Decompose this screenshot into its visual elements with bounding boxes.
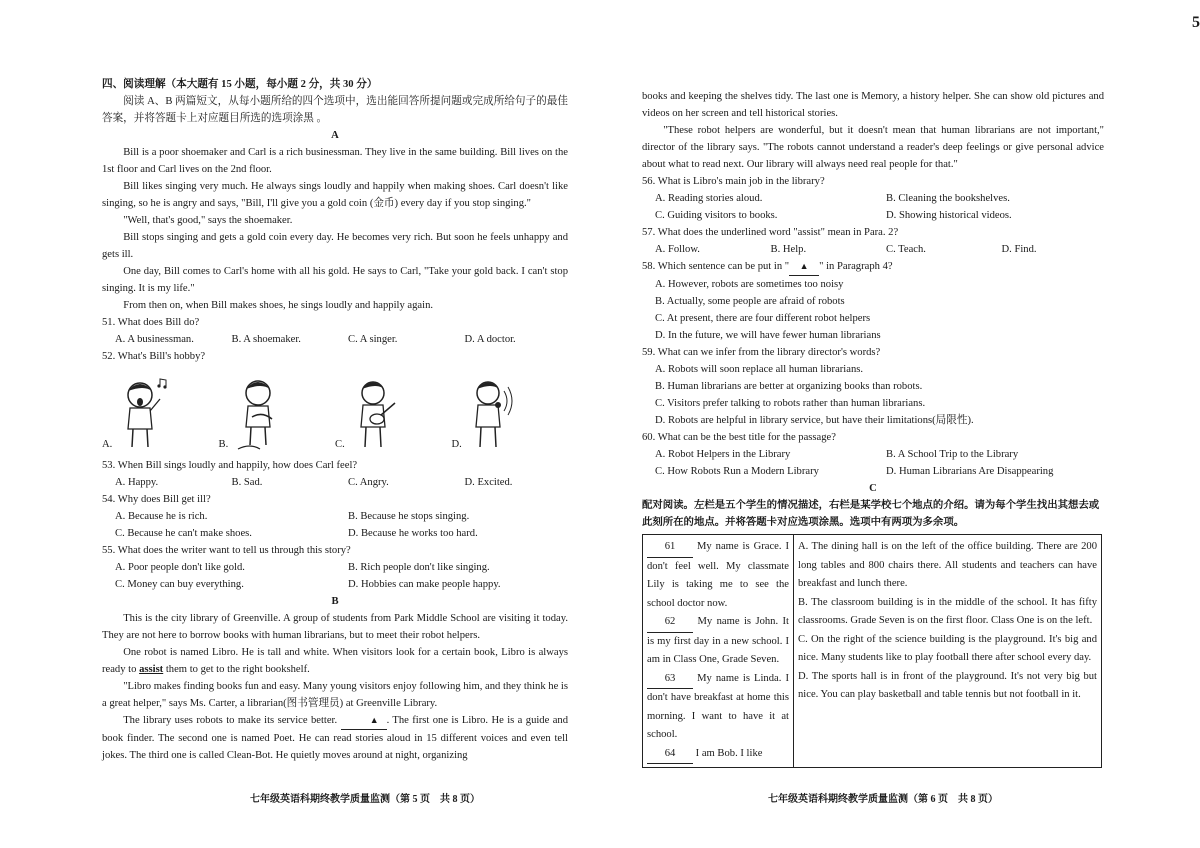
q53-option: D. Excited. [464, 477, 513, 488]
matching-table [642, 534, 1102, 768]
q51-option: D. A doctor. [464, 334, 516, 345]
student-item [647, 538, 789, 613]
blank-marker: ▲ [789, 258, 819, 276]
option-label: D. [451, 439, 462, 450]
corner-mark: 5 [1192, 14, 1200, 31]
q60-option: A. Robot Helpers in the Library [655, 449, 791, 460]
underlined-word: assist [139, 664, 164, 675]
q53-option: B. Sad. [231, 477, 263, 488]
q56-option: B. Cleaning the bookshelves. [886, 193, 1010, 204]
q55-option: A. Poor people don't like gold. [115, 562, 245, 573]
boy-with-microphone-icon [464, 377, 520, 453]
q57-option: B. Help. [770, 244, 807, 255]
q57-option: D. Find. [1001, 244, 1037, 255]
instructions: 阅读 A、B 两篇短文，从每小题所给的四个选项中，选出能回答所提问题或完成所给句子的最佳答案，并将答题卡上对应题目所选的选项涂黑 。 [102, 96, 568, 124]
q51-option: A. A businessman. [115, 334, 194, 345]
text-run: them to get to the right bookshelf. [163, 664, 310, 675]
passage-b-paragraph-2 [102, 644, 568, 678]
q54-option: A. Because he is rich. [115, 511, 208, 522]
q57-option: C. Teach. [886, 244, 926, 255]
q52-pictures [102, 367, 568, 453]
q51-option: B. A shoemaker. [231, 334, 301, 345]
places-column [794, 535, 1102, 768]
q54-option: D. Because he works too hard. [348, 528, 478, 539]
q55-options-row2 [102, 576, 568, 593]
place-item: C. On the right of the science building is the playground. It's big and nice. Many students like to play football there after school every day. [798, 633, 1097, 663]
passage-a-paragraph: Bill likes singing very much. He always sings loudly and happily when making shoes. Carl doesn't like singing, so he is angry and says, "Bill, I'll give you a gold coin (金币) every day if you stop singing." [102, 181, 568, 209]
q52-stem: 52. What's Bill's hobby? [102, 351, 206, 362]
q58-option: B. Actually, some people are afraid of robots [655, 296, 845, 307]
q58-option: D. In the future, we will have fewer human librarians [655, 330, 881, 341]
passage-b-paragraph-3: "Libro makes finding books fun and easy. Many young visitors enjoy following him, and they think he is a great helper," says Ms. Carter, a librarian(图书管理员) at Greenville Library. [102, 681, 568, 709]
answer-blank: 63 [647, 670, 693, 690]
q56-options-row1 [642, 190, 1104, 207]
q55-stem: 55. What does the writer want to tell us through this story? [102, 545, 351, 556]
text-run: " in Paragraph 4? [819, 261, 893, 272]
option-label: A. [102, 439, 113, 450]
student-text: My name is Grace. I don't feel well. My classmate Lily is taking me to see the school doctor now. [647, 541, 789, 609]
boy-playing-guitar-icon [347, 377, 403, 453]
table-row [643, 535, 1102, 768]
q60-stem: 60. What can be the best title for the passage? [642, 432, 836, 443]
q59-option: C. Visitors prefer talking to robots rather than human librarians. [655, 398, 926, 409]
left-page [102, 76, 568, 764]
q53-stem: 53. When Bill sings loudly and happily, how does Carl feel? [102, 460, 358, 471]
q53-options [102, 474, 568, 491]
passage-b-paragraph-4 [102, 712, 568, 764]
blank-marker: ▲ [341, 712, 387, 730]
passage-a-paragraph: Bill stops singing and gets a gold coin every day. He becomes very rich. But soon he feels unhappy and gets ill. [102, 232, 568, 260]
students-column [643, 535, 794, 768]
place-item: B. The classroom building is in the middle of the school. It has fifty classrooms. Grade Seven is on the first floor. Class One is on the left. [798, 596, 1097, 626]
q53-option: A. Happy. [115, 477, 159, 488]
q58-option: C. At present, there are four different robot helpers [655, 313, 871, 324]
heading-b: B [331, 596, 339, 607]
q56-option: D. Showing historical videos. [886, 210, 1012, 221]
student-text: My name is John. It is my first day in a new school. I am in Class One, Grade Seven. [647, 616, 789, 665]
student-item [647, 670, 789, 745]
q57-stem: 57. What does the underlined word "assist" mean in Para. 2? [642, 227, 899, 238]
option-label: B. [218, 439, 229, 450]
section-title: 四、阅读理解（本大题有 15 小题，每小题 2 分，共 30 分） [102, 79, 378, 90]
q55-option: C. Money can buy everything. [115, 579, 244, 590]
q60-options-row1 [642, 446, 1104, 463]
place-item: A. The dining hall is on the left of the office building. There are 200 long tables and 800 chairs there. All students and teachers can have breakfast and lunch there. [798, 541, 1097, 589]
q52-option-a [102, 377, 219, 453]
q56-stem: 56. What is Libro's main job in the library? [642, 176, 825, 187]
q54-options-row2 [102, 525, 568, 542]
q59-option: B. Human librarians are better at organizing books than robots. [655, 381, 923, 392]
q55-options-row1 [102, 559, 568, 576]
passage-b-paragraph-4-cont: books and keeping the shelves tidy. The last one is Memory, a history helper. She can show old pictures and videos on her screen and tell historical stories. [642, 91, 1104, 119]
q51-options [102, 331, 568, 348]
q53-option: C. Angry. [348, 477, 389, 488]
q60-options-row2 [642, 463, 1104, 480]
q57-option: A. Follow. [655, 244, 700, 255]
passage-b-paragraph-5: "These robot helpers are wonderful, but it doesn't mean that human librarians are not important," director of the library says. "The robots cannot understand a reader's deep feelings or give personal advice about what to read next. Our library will always need real people for that." [642, 125, 1104, 170]
q51-option: C. A singer. [348, 334, 398, 345]
q58-stem [642, 258, 1104, 276]
q57-options [642, 241, 1104, 258]
boy-singing-icon [114, 377, 170, 453]
q60-option: D. Human Librarians Are Disappearing [886, 466, 1054, 477]
passage-b-paragraph-1: This is the city library of Greenville. A group of students from Park Middle School are visiting it today. They are not here to borrow books with human librarians, but to meet their robot helpers. [102, 613, 568, 641]
q55-option: D. Hobbies can make people happy. [348, 579, 501, 590]
page-footer-left: 七年级英语科期终教学质量监测（第 5 页 共 8 页） [250, 794, 480, 805]
student-text: I am Bob. I like [695, 747, 763, 759]
heading-a: A [331, 130, 339, 141]
q58-option: A. However, robots are sometimes too noisy [655, 279, 844, 290]
q52-option-b [219, 377, 336, 453]
heading-c: C [869, 483, 877, 494]
text-run: The library uses robots to make its service better. [123, 715, 338, 726]
passage-a-paragraph: From then on, when Bill makes shoes, he sings loudly and happily again. [123, 300, 434, 311]
passage-a-paragraph: "Well, that's good," says the shoemaker. [123, 215, 293, 226]
student-item [647, 613, 789, 670]
student-item [647, 745, 789, 765]
matching-instructions: 配对阅读。左栏是五个学生的情况描述，右栏是某学校七个地点的介绍。请为每个学生找出其想去或此刻所在的地点。并将答题卡对应选项涂黑。选项中有两项为多余项。 [642, 500, 1100, 528]
q60-option: B. A School Trip to the Library [886, 449, 1019, 460]
q54-option: C. Because he can't make shoes. [115, 528, 252, 539]
passage-a-paragraph: Bill is a poor shoemaker and Carl is a rich businessman. They live in the same building. Bill lives on the 1st floor and Carl lives on the 2nd floor. [102, 147, 568, 175]
q54-option: B. Because he stops singing. [348, 511, 470, 522]
text-run: One robot is named Libro. He is tall and white. When visitors look for a certain book, Libro is always ready to [102, 647, 568, 675]
right-page [642, 88, 1104, 768]
q52-option-d [452, 377, 569, 453]
page-footer-right: 七年级英语科期终教学质量监测（第 6 页 共 8 页） [768, 794, 998, 805]
place-item: D. The sports hall is in front of the playground. It's not very big but nice. You can play basketball and table tennis but not football in it. [798, 670, 1097, 700]
q52-option-c [335, 377, 452, 453]
answer-blank: 64 [647, 745, 693, 765]
q54-options-row1 [102, 508, 568, 525]
option-label: C. [335, 439, 345, 450]
passage-a-paragraph: One day, Bill comes to Carl's home with all his gold. He says to Carl, "Take your gold back. I can't stop singing. It is my life." [102, 266, 568, 294]
q59-option: A. Robots will soon replace all human librarians. [655, 364, 864, 375]
text-run: 58. Which sentence can be put in " [642, 261, 790, 272]
q56-options-row2 [642, 207, 1104, 224]
boy-making-shoes-icon [230, 377, 286, 453]
answer-blank: 62 [647, 613, 693, 633]
q60-option: C. How Robots Run a Modern Library [655, 466, 819, 477]
student-text: My name is Linda. I don't have breakfast at home this morning. I want to have it at school. [647, 672, 789, 740]
text-run: . The first one is Libro. He is a guide and book finder. The second one is named Poet. He can read stories aloud in 15 different voices and even tell jokes. The third one is called Clean-Bot. He quietly moves around at night, organizing [102, 715, 568, 761]
q59-option: D. Robots are helpful in library service, but have their limitations(局限性). [655, 415, 974, 426]
q56-option: A. Reading stories aloud. [655, 193, 763, 204]
q51-stem: 51. What does Bill do? [102, 317, 200, 328]
q56-option: C. Guiding visitors to books. [655, 210, 778, 221]
q55-option: B. Rich people don't like singing. [348, 562, 490, 573]
q59-stem: 59. What can we infer from the library director's words? [642, 347, 881, 358]
q54-stem: 54. Why does Bill get ill? [102, 494, 211, 505]
answer-blank: 61 [647, 538, 693, 558]
